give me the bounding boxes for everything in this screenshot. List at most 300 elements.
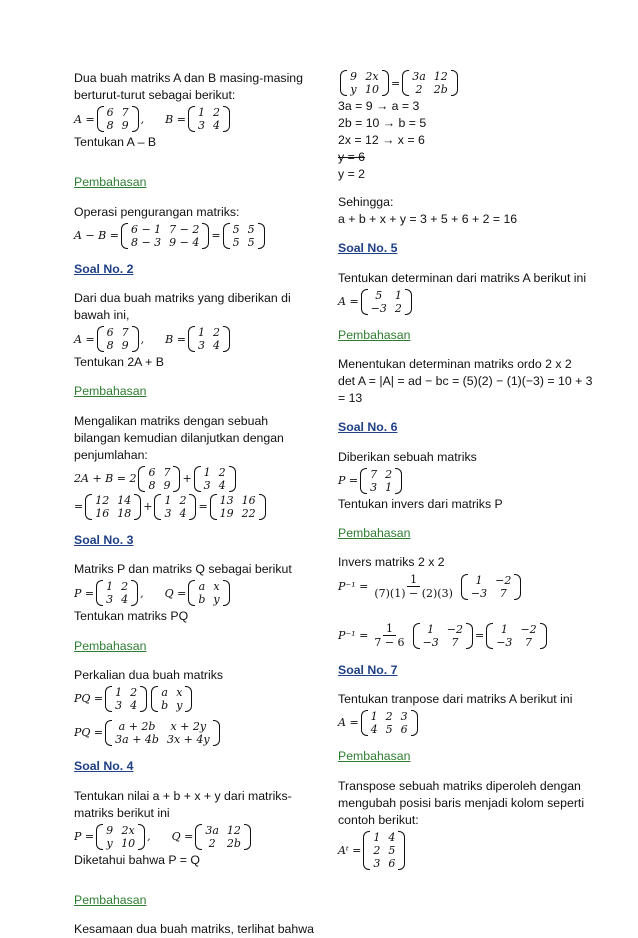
matrix-cell: −2 bbox=[495, 573, 512, 587]
fraction-denominator: 7 − 6 bbox=[374, 636, 405, 650]
known-text: Diketahui bahwa P = Q bbox=[74, 852, 200, 867]
matrix-q bbox=[151, 686, 192, 712]
task-6: Tentukan invers dari matriks P bbox=[338, 496, 503, 511]
matrix-q bbox=[195, 824, 251, 850]
matrix-cells bbox=[493, 623, 539, 649]
matrix-inverse bbox=[486, 623, 546, 649]
bracket-right bbox=[213, 720, 220, 746]
matrix-cells bbox=[92, 494, 134, 520]
eq-sep: , bbox=[140, 332, 145, 346]
matrix-cells bbox=[368, 289, 405, 315]
soal-6-explanation: Invers matriks 2 x 2 bbox=[338, 555, 445, 570]
matrix-cell: 5 bbox=[247, 235, 255, 249]
bracket-left bbox=[210, 494, 217, 520]
matrix-cell: 3a bbox=[412, 70, 426, 83]
matrix-cell: 2 bbox=[394, 301, 402, 315]
matrix-p bbox=[360, 468, 402, 494]
matrix-cells bbox=[112, 686, 140, 712]
matrix-cell: 6 bbox=[388, 856, 396, 870]
matrix-cell: 8 bbox=[106, 119, 114, 132]
eq-label: P = bbox=[338, 474, 359, 488]
bracket-left bbox=[486, 623, 493, 649]
matrix-cell: 7 bbox=[525, 635, 533, 649]
soal-2-text: Dari dua buah matriks yang diberikan di bawah ini, bbox=[74, 291, 291, 323]
matrix-cell: y bbox=[176, 698, 183, 712]
equation-inverse-2 bbox=[338, 622, 600, 649]
bracket-right bbox=[223, 326, 230, 352]
bracket-right bbox=[173, 466, 180, 492]
fraction bbox=[371, 622, 407, 649]
soal-7-text: Tentukan tranpose dari matriks A berikut ini bbox=[338, 691, 573, 706]
matrix-a bbox=[97, 326, 139, 352]
sum-text: a + b + x + y = 3 + 5 + 6 + 2 = 16 bbox=[338, 212, 518, 226]
matrix-cell: 5 bbox=[385, 722, 393, 736]
matrix-cell: 2 bbox=[212, 106, 220, 119]
soal-heading-3: Soal No. 3 bbox=[74, 533, 134, 548]
matrix-cell: 4 bbox=[179, 506, 187, 520]
matrix-cells bbox=[217, 494, 259, 520]
matrix-cells bbox=[104, 326, 132, 352]
matrix-cell: x bbox=[213, 580, 220, 594]
pembahasan-heading-5: Pembahasan bbox=[338, 327, 411, 342]
matrix-a bbox=[138, 466, 180, 492]
soal-6-text: Diberikan sebuah matriks bbox=[338, 449, 477, 464]
eq-label: P⁻¹ = bbox=[338, 580, 369, 594]
matrix-cells bbox=[367, 468, 395, 494]
bracket-left bbox=[188, 106, 195, 132]
fraction bbox=[371, 573, 456, 600]
matrix-cell: 3a bbox=[205, 823, 219, 837]
matrix-cell: 2x bbox=[121, 823, 135, 837]
matrix-cell: 4 bbox=[370, 722, 378, 736]
matrix-cell: 3 bbox=[115, 698, 123, 712]
matrix-cell: 10 bbox=[121, 836, 136, 850]
matrix-cell: 3 bbox=[197, 339, 205, 353]
equation-matrices-a-b-2 bbox=[74, 326, 314, 352]
bracket-right bbox=[229, 466, 236, 492]
bracket-right bbox=[258, 223, 265, 249]
bracket-right bbox=[131, 580, 138, 606]
bracket-left bbox=[361, 710, 368, 736]
matrix-cell: −3 bbox=[496, 635, 513, 649]
matrix-cell: 6 bbox=[106, 326, 114, 340]
bracket-left bbox=[105, 686, 112, 712]
matrix-cells bbox=[420, 623, 466, 649]
matrix-result bbox=[223, 223, 265, 249]
eq-sign: = bbox=[475, 629, 485, 643]
matrix-cells bbox=[195, 580, 222, 606]
matrix-b bbox=[188, 326, 230, 352]
matrix-cell: 14 bbox=[117, 493, 132, 507]
bracket-right bbox=[223, 580, 230, 606]
matrix-cell: 6 bbox=[148, 465, 156, 479]
matrix-cell: 1 bbox=[370, 709, 378, 723]
solution-line-3: 2x = 12 → x = 6 bbox=[338, 133, 425, 147]
matrix-a-transpose bbox=[363, 831, 405, 870]
matrix-cell: 3 bbox=[106, 593, 114, 607]
soal-4-explanation: Kesamaan dua buah matriks, terlihat bahwa bbox=[74, 922, 314, 937]
eq-label: Q = bbox=[164, 586, 187, 600]
bracket-left bbox=[363, 831, 370, 870]
matrix-cell: 7 bbox=[451, 635, 459, 649]
task-2: Tentukan 2A + B bbox=[74, 355, 164, 370]
matrix-cell: 7 bbox=[121, 106, 129, 119]
matrix-cell: 9 − 4 bbox=[169, 235, 200, 249]
bracket-right bbox=[540, 623, 547, 649]
matrix-cell: 3 bbox=[370, 480, 378, 494]
matrix-cell: −3 bbox=[370, 301, 387, 315]
bracket-right bbox=[411, 710, 418, 736]
bracket-right bbox=[138, 824, 145, 850]
matrix-cells bbox=[195, 106, 223, 132]
equation-matrices-a-b bbox=[74, 106, 314, 132]
pembahasan-heading-1: Pembahasan bbox=[74, 175, 147, 190]
matrix-cell: 3a + 4b bbox=[115, 732, 159, 746]
eq-sign: = bbox=[74, 500, 84, 514]
matrix-cell: 1 bbox=[475, 573, 483, 587]
soal-4-text: Tentukan nilai a + b + x + y dari matriks-matriks berikut ini bbox=[74, 788, 292, 820]
bracket-left bbox=[361, 289, 368, 315]
matrix-cell: 6 − 1 bbox=[130, 222, 162, 236]
bracket-right bbox=[244, 824, 251, 850]
matrix-a bbox=[97, 106, 139, 132]
matrix-cell: b bbox=[198, 593, 206, 607]
eq-sign: = bbox=[198, 500, 208, 514]
matrix-cell: 4 bbox=[130, 698, 138, 712]
right-column bbox=[338, 70, 600, 872]
eq-label: Aᵗ = bbox=[338, 843, 362, 857]
matrix-adjoint bbox=[413, 623, 473, 649]
matrix-cell: −3 bbox=[422, 635, 439, 649]
matrix-cell: 2 bbox=[385, 709, 393, 723]
matrix-b bbox=[194, 466, 236, 492]
matrix-cell: 3 bbox=[203, 478, 211, 492]
bracket-right bbox=[134, 494, 141, 520]
bracket-right bbox=[202, 223, 209, 249]
matrix-cell: 12 bbox=[95, 493, 110, 507]
matrix-cell: 1 bbox=[115, 685, 123, 699]
matrix-cells bbox=[368, 710, 411, 736]
matrix-cell: 1 bbox=[394, 288, 402, 302]
bracket-right bbox=[451, 70, 458, 96]
matrix-cell: 2b bbox=[433, 83, 448, 96]
bracket-left bbox=[121, 223, 128, 249]
bracket-right bbox=[185, 686, 192, 712]
pembahasan-heading-7: Pembahasan bbox=[338, 749, 411, 764]
matrix-cell: 16 bbox=[241, 493, 256, 507]
matrix-cell: 5 bbox=[388, 843, 396, 857]
bracket-left bbox=[461, 574, 468, 600]
matrix-cell: x + 2y bbox=[170, 719, 207, 733]
soal-5-text: Tentukan determinan dari matriks A berikut ini bbox=[338, 270, 587, 285]
bracket-left bbox=[154, 494, 161, 520]
matrix-cell: a bbox=[198, 580, 206, 594]
eq-label: P⁻¹ = bbox=[338, 629, 369, 643]
eq-label: A = bbox=[74, 332, 95, 346]
matrix-cell: 3 bbox=[373, 856, 381, 870]
bracket-right bbox=[189, 494, 196, 520]
matrix-cells bbox=[201, 466, 229, 492]
bracket-right bbox=[259, 494, 266, 520]
bracket-left bbox=[97, 326, 104, 352]
matrix-cell: 9 bbox=[121, 339, 129, 353]
matrix-cell: 7 bbox=[121, 326, 129, 340]
equation-p-q-4 bbox=[74, 824, 314, 850]
eq-label: 2A + B = 2 bbox=[74, 472, 137, 486]
matrix-cell: 1 bbox=[427, 622, 435, 636]
matrix-cell: 2 bbox=[385, 467, 393, 481]
equation-a-7 bbox=[338, 710, 600, 736]
fraction-denominator: (7)(1) − (2)(3) bbox=[374, 587, 453, 601]
eq-label: Q = bbox=[171, 830, 194, 844]
bracket-right bbox=[395, 468, 402, 494]
matrix-cell: 2 bbox=[208, 836, 216, 850]
matrix-cell: 5 bbox=[247, 222, 255, 236]
bracket-left bbox=[223, 223, 230, 249]
eq-label: B = bbox=[165, 112, 186, 126]
eq-label: P = bbox=[74, 830, 95, 844]
matrix-cell: 1 bbox=[197, 326, 205, 340]
equation-p-equals-q bbox=[338, 70, 600, 96]
pembahasan-heading-2: Pembahasan bbox=[74, 384, 147, 399]
matrix-cell: 6 bbox=[400, 722, 408, 736]
matrix-cell: 9 bbox=[350, 70, 357, 83]
equation-transpose bbox=[338, 831, 600, 870]
bracket-left bbox=[138, 466, 145, 492]
matrix-cell: 4 bbox=[212, 119, 220, 132]
matrix-cell: 1 bbox=[164, 493, 172, 507]
matrix-cell: 3x + 4y bbox=[166, 732, 210, 746]
pembahasan-heading-6: Pembahasan bbox=[338, 526, 411, 541]
matrix-cell: 1 bbox=[385, 480, 393, 494]
eq-sep: , bbox=[147, 830, 151, 844]
bracket-left bbox=[360, 468, 367, 494]
equation-p-6 bbox=[338, 468, 600, 494]
bracket-right bbox=[223, 106, 230, 132]
matrix-result bbox=[210, 494, 266, 520]
solution-line-y: y = 2 bbox=[338, 167, 366, 181]
matrix-cell: 7 bbox=[163, 465, 171, 479]
eq-label: B = bbox=[165, 332, 186, 346]
matrix-cell: 1 bbox=[203, 465, 211, 479]
matrix-cell: y bbox=[350, 83, 357, 96]
matrix-q bbox=[402, 70, 458, 96]
matrix-2a bbox=[85, 494, 141, 520]
matrix-cells bbox=[161, 494, 189, 520]
matrix-pq bbox=[105, 720, 219, 746]
matrix-cell: 7 bbox=[499, 586, 507, 600]
matrix-cell: 8 bbox=[106, 339, 114, 353]
matrix-cell: 4 bbox=[388, 830, 396, 844]
matrix-cell: 2x bbox=[365, 70, 379, 83]
matrix-b bbox=[154, 494, 196, 520]
bracket-left bbox=[85, 494, 92, 520]
bracket-left bbox=[194, 466, 201, 492]
matrix-cell: 2 bbox=[130, 685, 138, 699]
matrix-cell: 9 bbox=[121, 119, 129, 132]
bracket-right bbox=[514, 574, 521, 600]
bracket-left bbox=[188, 580, 195, 606]
bracket-left bbox=[402, 70, 409, 96]
matrix-p bbox=[105, 686, 147, 712]
matrix-cell: 1 bbox=[373, 830, 381, 844]
matrix-cell: 8 − 3 bbox=[130, 235, 162, 249]
matrix-cell: 4 bbox=[218, 478, 226, 492]
matrix-cell: 18 bbox=[117, 506, 132, 520]
eq-sign: + bbox=[143, 500, 153, 514]
matrix-cell: 19 bbox=[219, 506, 234, 520]
equation-2a-plus-b bbox=[74, 466, 314, 492]
soal-heading-2: Soal No. 2 bbox=[74, 261, 134, 276]
matrix-b bbox=[188, 106, 230, 132]
matrix-cells bbox=[128, 223, 202, 249]
matrix-cells bbox=[409, 70, 451, 96]
matrix-cell: y bbox=[106, 836, 113, 850]
matrix-cells bbox=[202, 824, 244, 850]
equation-p-q bbox=[74, 580, 314, 606]
eq-sep: , bbox=[140, 586, 144, 600]
soal-heading-5: Soal No. 5 bbox=[338, 241, 398, 256]
matrix-cell: 4 bbox=[212, 339, 220, 353]
bracket-right bbox=[382, 70, 389, 96]
matrix-cells bbox=[230, 223, 258, 249]
matrix-cell: 3 bbox=[164, 506, 172, 520]
eq-label: P = bbox=[74, 586, 95, 600]
eq-sep: , bbox=[140, 112, 145, 126]
bracket-left bbox=[97, 106, 104, 132]
matrix-cell: 2 bbox=[415, 83, 423, 96]
matrix-cell: x bbox=[176, 685, 183, 699]
matrix-cell: 6 bbox=[106, 106, 114, 119]
soal-2-explanation: Mengalikan matriks dengan sebuah bilangan kemudian dilanjutkan dengan penjumlahan: bbox=[74, 413, 284, 462]
matrix-cell: y bbox=[213, 593, 220, 607]
eq-sign: = bbox=[211, 229, 221, 243]
left-column bbox=[74, 70, 314, 938]
matrix-a bbox=[361, 710, 418, 736]
matrix-cells bbox=[112, 720, 212, 746]
matrix-p bbox=[340, 70, 389, 96]
matrix-cell: 2 bbox=[121, 580, 129, 594]
equation-pq-result bbox=[74, 720, 314, 746]
soal-7-explanation: Transpose sebuah matriks diperoleh dengan mengubah posisi baris menjadi kolom seperti contoh berikut: bbox=[338, 778, 585, 827]
matrix-cells bbox=[347, 70, 382, 96]
bracket-left bbox=[96, 824, 103, 850]
struck-line: y = 6 bbox=[338, 150, 366, 164]
matrix-cell: 12 bbox=[226, 823, 241, 837]
matrix-cell: 3 bbox=[197, 119, 205, 132]
equation-a-5 bbox=[338, 289, 600, 315]
op-text-1: Operasi pengurangan matriks: bbox=[74, 204, 240, 219]
matrix-cell: 9 bbox=[163, 478, 171, 492]
matrix-cell: 4 bbox=[121, 593, 129, 607]
eq-label: A − B = bbox=[74, 229, 119, 243]
matrix-cell: 1 bbox=[197, 106, 205, 119]
eq-label: PQ = bbox=[74, 726, 104, 740]
soal-3-explanation: Perkalian dua buah matriks bbox=[74, 667, 224, 682]
matrix-a bbox=[361, 289, 412, 315]
so-text: Sehingga: bbox=[338, 195, 394, 209]
eq-label: PQ = bbox=[74, 692, 104, 706]
bracket-right bbox=[132, 106, 139, 132]
eq-label: A = bbox=[338, 716, 359, 730]
matrix-cell: 2 bbox=[373, 843, 381, 857]
soal-heading-6: Soal No. 6 bbox=[338, 420, 398, 435]
matrix-cell: 9 bbox=[106, 823, 114, 837]
matrix-cell: 13 bbox=[219, 493, 234, 507]
matrix-cell: 2 bbox=[212, 326, 220, 340]
matrix-cell: 5 bbox=[375, 288, 383, 302]
matrix-cell: 2b bbox=[226, 836, 241, 850]
matrix-cells bbox=[103, 580, 131, 606]
matrix-cells bbox=[468, 574, 514, 600]
bracket-left bbox=[96, 580, 103, 606]
solution-line-1: 3a = 9 → a = 3 bbox=[338, 99, 420, 113]
matrix-cells bbox=[370, 831, 398, 870]
matrix-cell: 22 bbox=[241, 506, 256, 520]
matrix-q bbox=[188, 580, 229, 606]
bracket-left bbox=[151, 686, 158, 712]
soal-heading-7: Soal No. 7 bbox=[338, 662, 398, 677]
bracket-right bbox=[398, 831, 405, 870]
equation-2a-plus-b-result bbox=[74, 494, 314, 520]
bracket-right bbox=[466, 623, 473, 649]
solution-line-2: 2b = 10 → b = 5 bbox=[338, 116, 427, 130]
soal-3-text: Matriks P dan matriks Q sebagai berikut bbox=[74, 562, 292, 577]
matrix-cells bbox=[104, 106, 132, 132]
eq-label: A = bbox=[338, 295, 359, 309]
bracket-right bbox=[132, 326, 139, 352]
matrix-cell: 8 bbox=[148, 478, 156, 492]
equation-pq bbox=[74, 686, 314, 712]
bracket-left bbox=[195, 824, 202, 850]
matrix-cell: 3 bbox=[400, 709, 408, 723]
matrix-cells bbox=[145, 466, 173, 492]
matrix-cells bbox=[195, 326, 223, 352]
matrix-cell: 1 bbox=[106, 580, 114, 594]
equation-subtraction bbox=[74, 223, 314, 249]
soal-5-explanation: Menentukan determinan matriks ordo 2 x 2 bbox=[338, 357, 572, 372]
eq-sign: = bbox=[391, 76, 401, 90]
fraction-numerator: 1 bbox=[407, 573, 420, 587]
soal-heading-4: Soal No. 4 bbox=[74, 759, 134, 774]
matrix-cell: −2 bbox=[446, 622, 463, 636]
matrix-cell: −2 bbox=[520, 622, 537, 636]
bracket-right bbox=[405, 289, 412, 315]
bracket-left bbox=[188, 326, 195, 352]
task-3: Tentukan matriks PQ bbox=[74, 609, 189, 624]
intro-text: Dua buah matriks A dan B masing-masing berturut-turut sebagai berikut: bbox=[74, 71, 303, 102]
bracket-left bbox=[413, 623, 420, 649]
eq-label: A = bbox=[74, 112, 95, 126]
matrix-cells bbox=[103, 824, 138, 850]
matrix-cells bbox=[158, 686, 185, 712]
matrix-cell: 1 bbox=[500, 622, 508, 636]
matrix-cell: 10 bbox=[365, 83, 379, 96]
pembahasan-heading-3: Pembahasan bbox=[74, 638, 147, 653]
matrix-adjoint bbox=[461, 574, 521, 600]
matrix-cell: 5 bbox=[232, 235, 240, 249]
task-1: Tentukan A – B bbox=[74, 135, 157, 149]
determinant-text: det A = |A| = ad − bc = (5)(2) − (1)(−3) = 10 + 3 = 13 bbox=[338, 374, 593, 406]
matrix-cell: a + 2b bbox=[118, 719, 156, 733]
bracket-right bbox=[140, 686, 147, 712]
matrix-p bbox=[96, 824, 145, 850]
matrix-cell: b bbox=[161, 698, 169, 712]
matrix-cell: 5 bbox=[232, 222, 240, 236]
matrix-cell: 2 bbox=[218, 465, 226, 479]
pembahasan-heading-4: Pembahasan bbox=[74, 892, 147, 907]
bracket-left bbox=[105, 720, 112, 746]
